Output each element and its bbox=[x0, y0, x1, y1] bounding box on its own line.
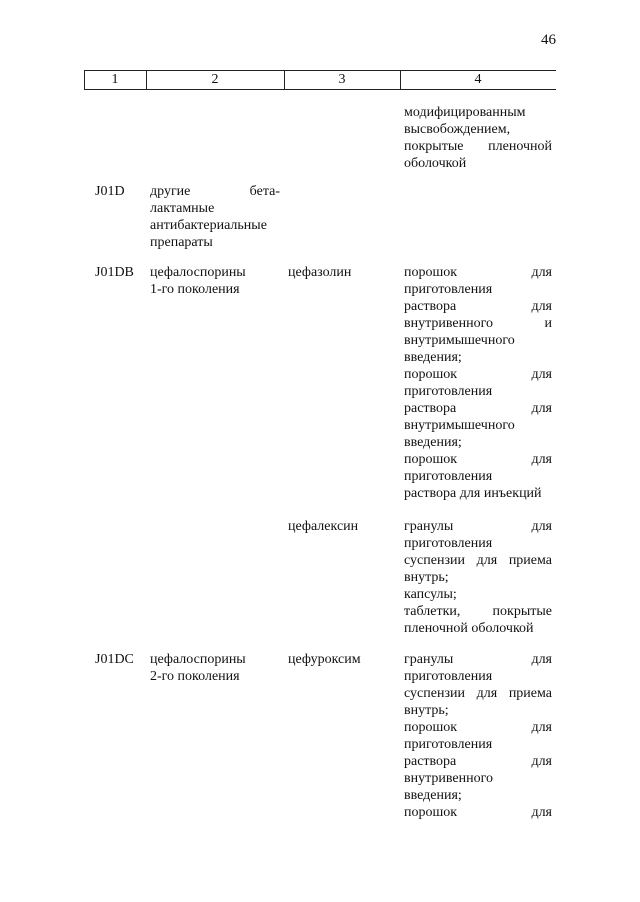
group-line: 2-го поколения bbox=[150, 669, 240, 684]
form-line: приготовления bbox=[404, 282, 493, 297]
header-col-1: 1 bbox=[111, 72, 119, 87]
form-line: приготовления bbox=[404, 536, 493, 551]
dosage-form bbox=[404, 518, 552, 637]
form-line: порошок для bbox=[404, 720, 552, 735]
atc-code: J01DC bbox=[95, 652, 134, 667]
form-line: суспензии для приема bbox=[404, 553, 552, 568]
form-line: введения; bbox=[404, 350, 462, 365]
form-line: внутримышечного bbox=[404, 418, 515, 433]
form-line: приготовления bbox=[404, 384, 493, 399]
form-line: покрытые пленочной bbox=[404, 139, 552, 154]
group-line: другие бета- bbox=[150, 184, 280, 199]
continuation-dosage-form bbox=[404, 104, 552, 172]
form-line: пленочной оболочкой bbox=[404, 621, 534, 636]
form-line: внутривенного bbox=[404, 771, 494, 786]
form-line: раствора для bbox=[404, 754, 552, 769]
group-line: лактамные bbox=[150, 201, 215, 216]
table-header-row bbox=[84, 70, 556, 90]
form-line: внутрь; bbox=[404, 570, 449, 585]
dosage-form bbox=[404, 651, 552, 821]
form-line: раствора для bbox=[404, 401, 552, 416]
atc-code: J01D bbox=[95, 184, 125, 199]
drug-name: цефуроксим bbox=[288, 652, 361, 667]
header-col-4: 4 bbox=[474, 72, 482, 87]
atc-group-name bbox=[150, 183, 280, 251]
form-line: порошок для bbox=[404, 367, 552, 382]
form-line: суспензии для приема bbox=[404, 686, 552, 701]
form-line: гранулы для bbox=[404, 519, 552, 534]
page-number: 46 bbox=[541, 32, 556, 48]
form-line: приготовления bbox=[404, 469, 493, 484]
header-col-2: 2 bbox=[211, 72, 219, 87]
form-line: внутримышечного bbox=[404, 333, 515, 348]
form-line: введения; bbox=[404, 435, 462, 450]
form-line: порошок для bbox=[404, 452, 552, 467]
drug-name: цефалексин bbox=[288, 519, 359, 534]
form-line: модифицированным bbox=[404, 105, 526, 120]
form-line: внутрь; bbox=[404, 703, 449, 718]
form-line: порошок для bbox=[404, 805, 552, 820]
form-line: введения; bbox=[404, 788, 462, 803]
header-col-3: 3 bbox=[338, 72, 346, 87]
form-line: высвобождением, bbox=[404, 122, 511, 137]
form-line: гранулы для bbox=[404, 652, 552, 667]
atc-group-name bbox=[150, 264, 280, 298]
group-line: препараты bbox=[150, 235, 213, 250]
dosage-form bbox=[404, 264, 552, 502]
atc-code: J01DB bbox=[95, 265, 134, 280]
atc-group-name bbox=[150, 651, 280, 685]
form-line: приготовления bbox=[404, 737, 493, 752]
group-line: 1-го поколения bbox=[150, 282, 240, 297]
form-line: внутривенного и bbox=[404, 316, 552, 331]
form-line: порошок для bbox=[404, 265, 552, 280]
form-line: капсулы; bbox=[404, 587, 457, 602]
form-line: оболочкой bbox=[404, 156, 467, 171]
form-line: таблетки, покрытые bbox=[404, 604, 552, 619]
group-line: цефалоспорины bbox=[150, 265, 246, 280]
drug-name: цефазолин bbox=[288, 265, 352, 280]
form-line: раствора для bbox=[404, 299, 552, 314]
form-line: раствора для инъекций bbox=[404, 486, 542, 501]
form-line: приготовления bbox=[404, 669, 493, 684]
group-line: антибактериальные bbox=[150, 218, 267, 233]
group-line: цефалоспорины bbox=[150, 652, 246, 667]
